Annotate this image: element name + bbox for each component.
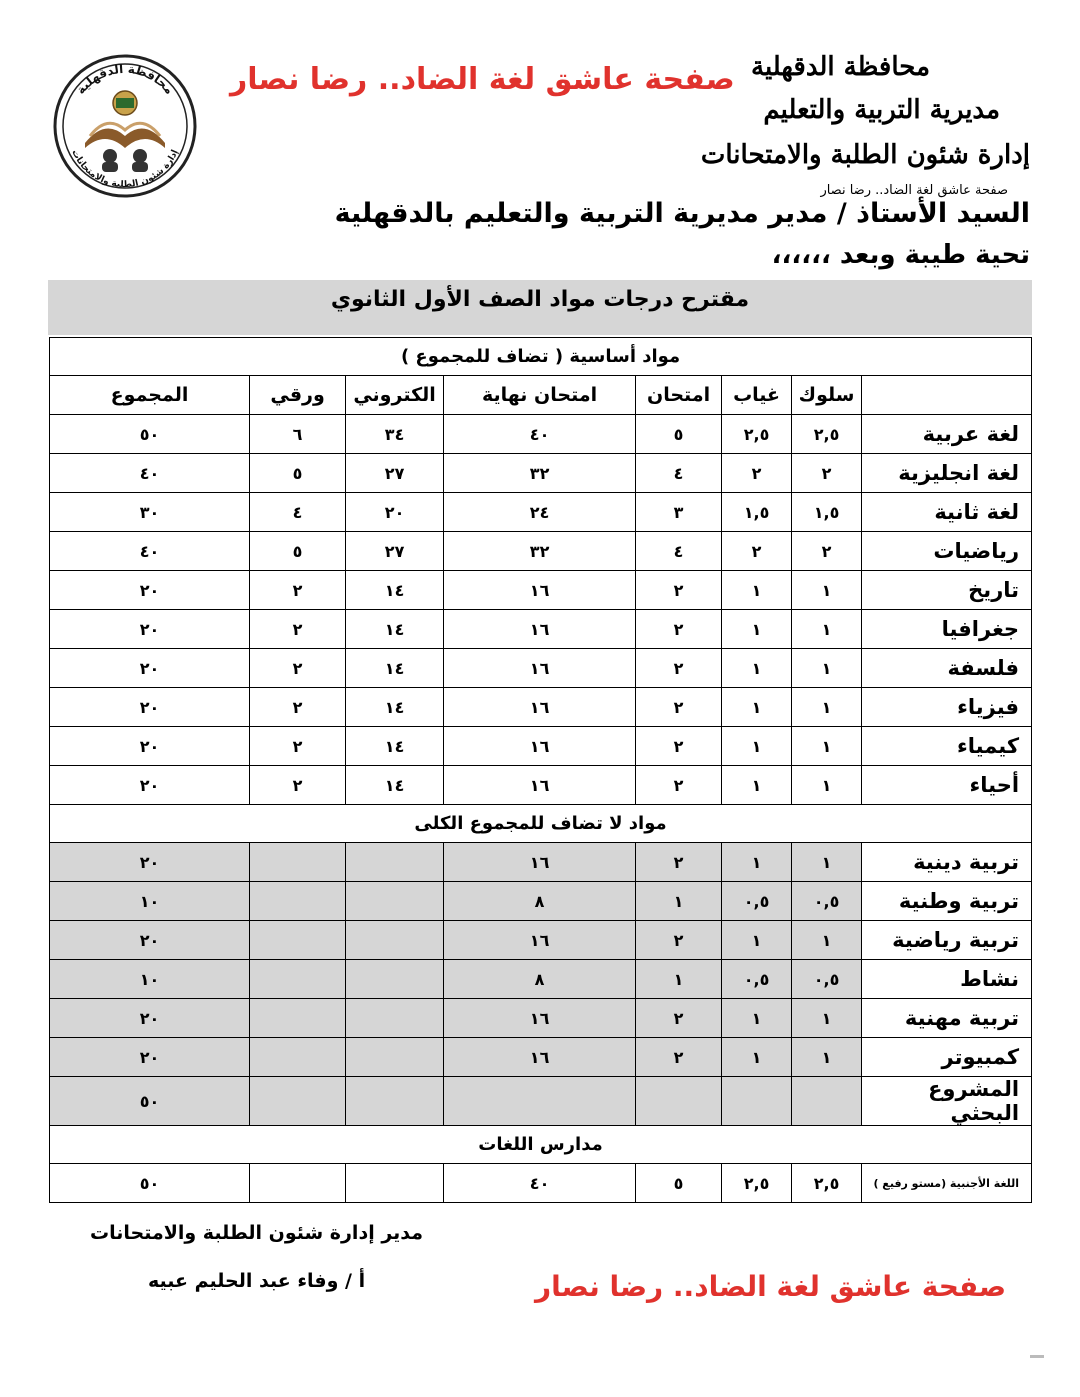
- grade-cell: ١: [792, 727, 862, 766]
- table-row: [50, 960, 1032, 999]
- table-row: [50, 571, 1032, 610]
- grade-cell: ١٦: [444, 766, 636, 805]
- grade-cell: ٢٠: [50, 649, 250, 688]
- subject-cell: كمبيوتر: [862, 1038, 1032, 1077]
- grade-cell: ٢,٥: [792, 1164, 862, 1203]
- grade-cell: ١٦: [444, 649, 636, 688]
- grade-cell: ٣٢: [444, 532, 636, 571]
- grade-cell: [346, 1164, 444, 1203]
- grade-cell: ٢: [722, 532, 792, 571]
- grade-cell: ١,٥: [792, 493, 862, 532]
- table-row: [50, 415, 1032, 454]
- grade-cell: ٥: [636, 1164, 722, 1203]
- grade-cell: ١٤: [346, 688, 444, 727]
- grade-cell: ٢: [722, 454, 792, 493]
- grade-cell: ١: [792, 999, 862, 1038]
- grade-cell: ٠,٥: [722, 960, 792, 999]
- grade-cell: ٢: [250, 649, 346, 688]
- grade-cell: ٢: [636, 727, 722, 766]
- grade-cell: ٢٠: [50, 688, 250, 727]
- subject-cell: لغة انجليزية: [862, 454, 1032, 493]
- grade-cell: ٥٠: [50, 1077, 250, 1126]
- grade-cell: ١: [636, 960, 722, 999]
- grade-cell: ٤٠: [50, 454, 250, 493]
- title-bar: [48, 280, 1032, 335]
- grade-cell: ٢,٥: [722, 1164, 792, 1203]
- table-row: [50, 843, 1032, 882]
- grade-cell: [346, 843, 444, 882]
- letterhead-directorate: مديرية التربية والتعليم: [763, 95, 1000, 125]
- letterhead-governorate: محافظة الدقهلية: [751, 52, 930, 82]
- grade-cell: ١٦: [444, 610, 636, 649]
- subject-cell: فلسفة: [862, 649, 1032, 688]
- grade-cell: ٤: [636, 532, 722, 571]
- subject-cell: رياضيات: [862, 532, 1032, 571]
- logo-top-text: محافظة الدقهلية: [73, 61, 177, 97]
- grade-cell: [792, 1077, 862, 1126]
- column-header: [862, 376, 1032, 415]
- grade-cell: ١: [722, 766, 792, 805]
- grade-cell: ٥٠: [50, 1164, 250, 1203]
- grade-cell: ٢: [250, 766, 346, 805]
- document-title: مقترح درجات مواد الصف الأول الثانوي: [330, 287, 750, 312]
- grade-cell: ١٠: [50, 960, 250, 999]
- grade-cell: ٢,٥: [722, 415, 792, 454]
- subject-cell: فيزياء: [862, 688, 1032, 727]
- grade-cell: ١٦: [444, 1038, 636, 1077]
- grade-cell: ٠,٥: [722, 882, 792, 921]
- grade-cell: ٢٤: [444, 493, 636, 532]
- grade-cell: [444, 1077, 636, 1126]
- grade-cell: ٢,٥: [792, 415, 862, 454]
- table-row: [50, 1164, 1032, 1203]
- grade-cell: ١: [792, 921, 862, 960]
- grade-cell: [250, 843, 346, 882]
- grade-cell: ٨: [444, 960, 636, 999]
- grade-cell: ١٦: [444, 999, 636, 1038]
- grade-cell: ١: [792, 1038, 862, 1077]
- grade-cell: ٢: [636, 688, 722, 727]
- table-row: [50, 1077, 1032, 1126]
- subject-cell: تاريخ: [862, 571, 1032, 610]
- subject-cell: تربية وطنية: [862, 882, 1032, 921]
- grade-cell: ١: [722, 1038, 792, 1077]
- grade-cell: ١: [792, 649, 862, 688]
- grade-cell: [250, 1077, 346, 1126]
- grade-cell: ٢: [250, 727, 346, 766]
- grade-cell: ٢٠: [50, 766, 250, 805]
- grade-cell: ٥: [636, 415, 722, 454]
- grade-cell: ١٠: [50, 882, 250, 921]
- grade-cell: ١: [792, 766, 862, 805]
- column-header: الكتروني: [346, 376, 444, 415]
- subject-cell: اللغة الأجنبية (مستو رفيع ): [862, 1164, 1032, 1203]
- grade-cell: [250, 999, 346, 1038]
- table-row: [50, 882, 1032, 921]
- grade-cell: ٢: [636, 766, 722, 805]
- greeting-line: تحية طيبة وبعد ،،،،،،: [771, 240, 1030, 270]
- letterhead-department: إدارة شئون الطلبة والامتحانات: [700, 140, 1030, 170]
- subject-cell: لغة ثانية: [862, 493, 1032, 532]
- subject-cell: نشاط: [862, 960, 1032, 999]
- subject-cell: لغة عربية: [862, 415, 1032, 454]
- watermark-top: صفحة عاشق لغة الضاد.. رضا نصار: [230, 62, 735, 97]
- column-header: المجموع: [50, 376, 250, 415]
- grade-cell: ١: [722, 999, 792, 1038]
- grade-cell: ٢: [636, 921, 722, 960]
- grade-cell: ٢: [636, 649, 722, 688]
- header-row: [50, 376, 1032, 415]
- grade-cell: ٢٧: [346, 532, 444, 571]
- grade-cell: ٤: [636, 454, 722, 493]
- grade-cell: [346, 1038, 444, 1077]
- grade-cell: ٢: [636, 843, 722, 882]
- subject-cell: كيمياء: [862, 727, 1032, 766]
- logo-bottom-text: إدارة شئون الطلبة والامتحانات: [69, 148, 181, 191]
- grade-cell: ٠,٥: [792, 960, 862, 999]
- grade-cell: ٢: [250, 610, 346, 649]
- grade-cell: ١: [722, 688, 792, 727]
- subject-cell: جغرافيا: [862, 610, 1032, 649]
- grade-cell: ١: [722, 571, 792, 610]
- grade-cell: [250, 1038, 346, 1077]
- grade-cell: [346, 882, 444, 921]
- grade-cell: ١: [792, 688, 862, 727]
- grade-cell: ٢٠: [50, 843, 250, 882]
- grade-cell: ٠,٥: [792, 882, 862, 921]
- grade-cell: ٢: [636, 999, 722, 1038]
- subject-cell: تربية رياضية: [862, 921, 1032, 960]
- grade-cell: ٤: [250, 493, 346, 532]
- grade-cell: ٢٧: [346, 454, 444, 493]
- grade-cell: [250, 960, 346, 999]
- grade-cell: ١٦: [444, 688, 636, 727]
- grade-cell: ٤٠: [444, 415, 636, 454]
- grade-cell: ٦: [250, 415, 346, 454]
- grade-cell: ٥: [250, 454, 346, 493]
- grade-cell: ٣: [636, 493, 722, 532]
- table-row: [50, 610, 1032, 649]
- letterhead-page-credit: صفحة عاشق لغة الضاد.. رضا نصار: [820, 183, 1008, 198]
- grade-cell: [346, 960, 444, 999]
- grade-cell: ٤٠: [444, 1164, 636, 1203]
- grade-cell: ١: [722, 843, 792, 882]
- grade-cell: ٢٠: [346, 493, 444, 532]
- signature-name: أ / وفاء عبد الحليم عبيه: [148, 1270, 366, 1292]
- table-row: [50, 493, 1032, 532]
- grade-cell: ١: [722, 727, 792, 766]
- grade-cell: ٣٠: [50, 493, 250, 532]
- watermark-bottom: صفحة عاشق لغة الضاد.. رضا نصار: [535, 1270, 1007, 1303]
- grade-cell: ٢٠: [50, 571, 250, 610]
- grade-cell: ١٤: [346, 727, 444, 766]
- table-row: [50, 532, 1032, 571]
- signature-title: مدير إدارة شئون الطلبة والامتحانات: [90, 1222, 424, 1244]
- column-header: غياب: [722, 376, 792, 415]
- grade-cell: ٢٠: [50, 921, 250, 960]
- section-basic: [50, 338, 1032, 376]
- grade-cell: ١٤: [346, 649, 444, 688]
- grade-cell: ١٦: [444, 571, 636, 610]
- column-header: امتحان: [636, 376, 722, 415]
- grade-cell: [346, 999, 444, 1038]
- grade-cell: [636, 1077, 722, 1126]
- grade-cell: ١: [792, 610, 862, 649]
- grade-cell: ١٦: [444, 921, 636, 960]
- grade-cell: ٤٠: [50, 532, 250, 571]
- grade-cell: ٣٢: [444, 454, 636, 493]
- table-row: [50, 921, 1032, 960]
- subject-cell: تربية مهنية: [862, 999, 1032, 1038]
- grade-cell: ١: [722, 610, 792, 649]
- grade-cell: [250, 882, 346, 921]
- grade-cell: [250, 921, 346, 960]
- grade-cell: ٨: [444, 882, 636, 921]
- grade-cell: [722, 1077, 792, 1126]
- section-label: مدارس اللغات: [50, 1126, 1032, 1164]
- grade-cell: ١: [792, 571, 862, 610]
- grade-cell: ١,٥: [722, 493, 792, 532]
- grade-cell: ٢: [250, 571, 346, 610]
- section-label: مواد لا تضاف للمجموع الكلى: [50, 805, 1032, 843]
- subject-cell: أحياء: [862, 766, 1032, 805]
- column-header: سلوك: [792, 376, 862, 415]
- page-mark: [1030, 1355, 1044, 1358]
- grade-cell: ٢: [636, 571, 722, 610]
- addressee-line: السيد الأستاذ / مدير مديرية التربية والتعليم بالدقهلية: [334, 198, 1030, 229]
- grade-cell: ٢: [636, 1038, 722, 1077]
- column-header: امتحان نهاية: [444, 376, 636, 415]
- grade-cell: ١٦: [444, 727, 636, 766]
- grade-cell: ١: [722, 649, 792, 688]
- table-row: [50, 999, 1032, 1038]
- grade-cell: ٢٠: [50, 999, 250, 1038]
- grade-cell: ١: [636, 882, 722, 921]
- grade-cell: [346, 921, 444, 960]
- grade-cell: ٥٠: [50, 415, 250, 454]
- table-row: [50, 727, 1032, 766]
- table-row: [50, 1038, 1032, 1077]
- grade-cell: ٢: [792, 532, 862, 571]
- grade-cell: ١٦: [444, 843, 636, 882]
- directorate-logo: [50, 48, 200, 198]
- grade-cell: [250, 1164, 346, 1203]
- table-row: [50, 766, 1032, 805]
- grade-cell: [346, 1077, 444, 1126]
- grade-cell: ١: [722, 921, 792, 960]
- subject-cell: المشروع البحثي: [862, 1077, 1032, 1126]
- grade-cell: ٢: [636, 610, 722, 649]
- grade-cell: ١: [792, 843, 862, 882]
- table-row: [50, 649, 1032, 688]
- section-extra: [50, 805, 1032, 843]
- grade-cell: ٥: [250, 532, 346, 571]
- section-language-schools: [50, 1126, 1032, 1164]
- grade-cell: ١٤: [346, 766, 444, 805]
- grade-cell: ١٤: [346, 610, 444, 649]
- grade-cell: ٢٠: [50, 727, 250, 766]
- grade-cell: ٢٠: [50, 1038, 250, 1077]
- subject-cell: تربية دينية: [862, 843, 1032, 882]
- table-row: [50, 688, 1032, 727]
- grade-cell: ٢: [250, 688, 346, 727]
- grade-cell: ٢: [792, 454, 862, 493]
- grade-cell: ٢٠: [50, 610, 250, 649]
- grade-cell: ١٤: [346, 571, 444, 610]
- section-label: مواد أساسية ( تضاف للمجموع ): [50, 338, 1032, 376]
- column-header: ورقي: [250, 376, 346, 415]
- grade-cell: ٣٤: [346, 415, 444, 454]
- table-row: [50, 454, 1032, 493]
- grades-table: [49, 337, 1032, 1203]
